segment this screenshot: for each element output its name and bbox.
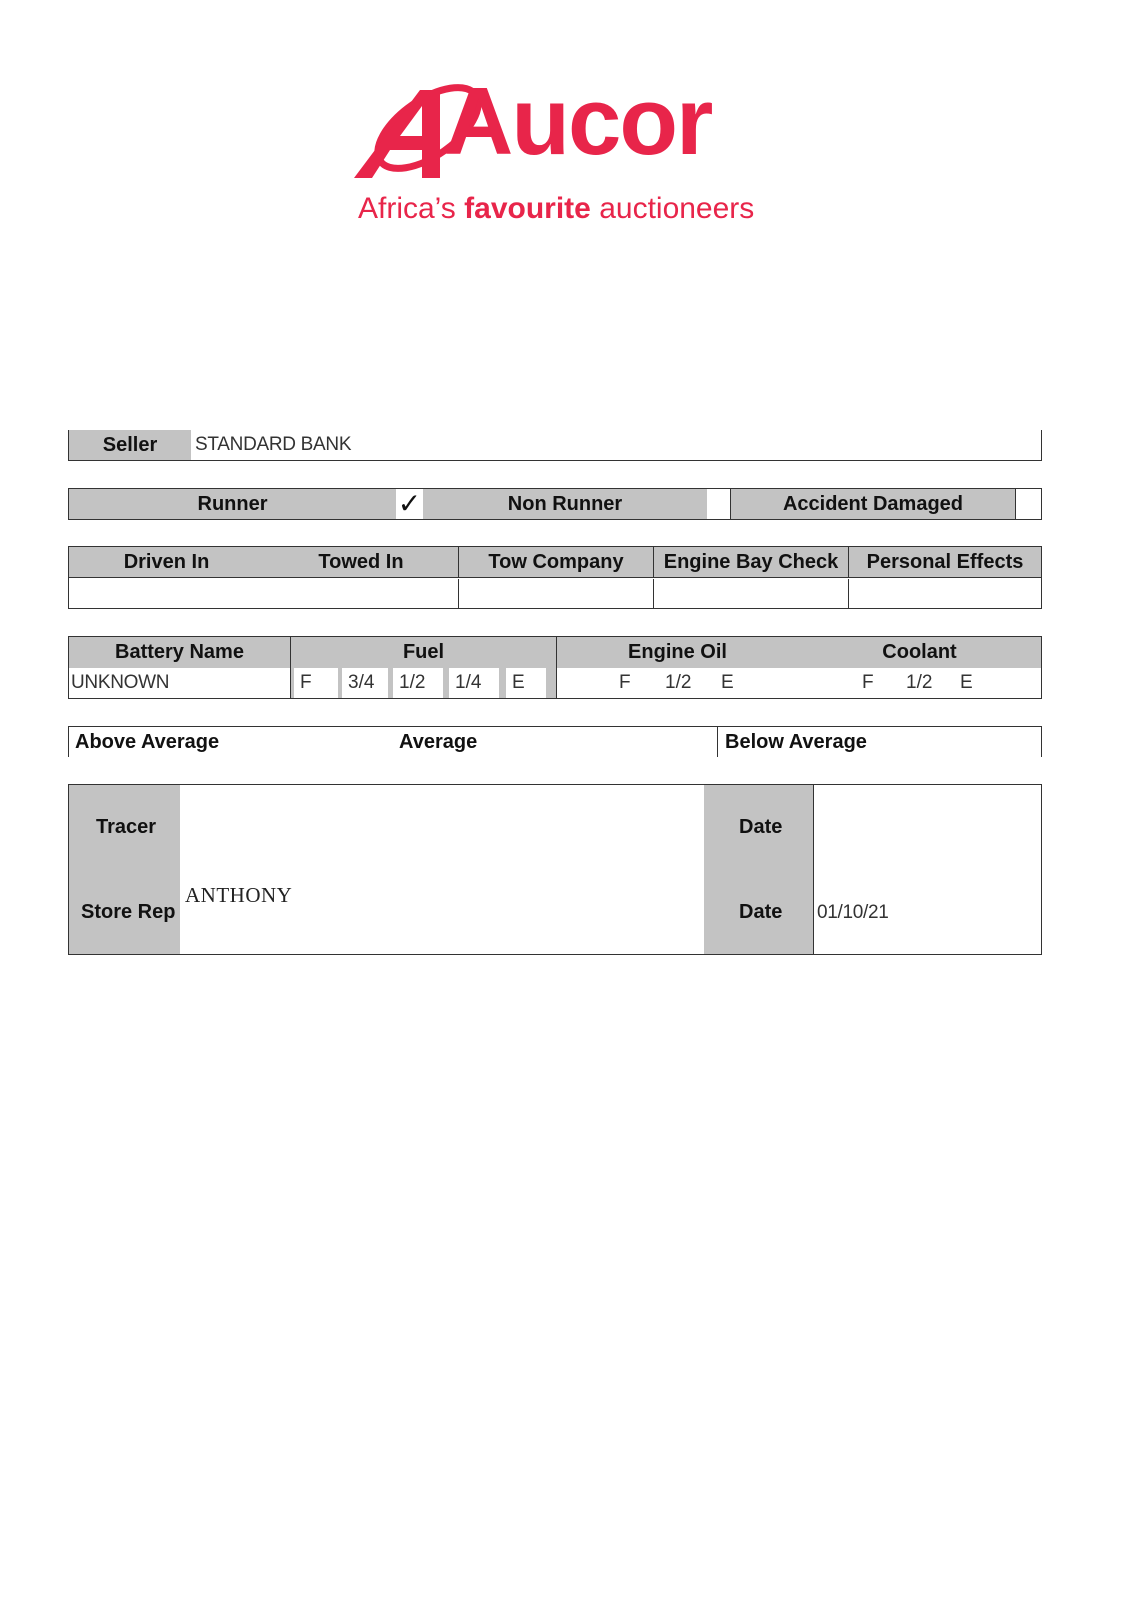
- engine-oil-label: Engine Oil: [556, 637, 798, 668]
- non-runner-checkbox[interactable]: [707, 489, 731, 519]
- personal-effects-label: Personal Effects: [848, 547, 1041, 578]
- store-rep-label: Store Rep: [81, 901, 176, 923]
- seller-value[interactable]: STANDARD BANK: [195, 434, 352, 455]
- fuel-option-f[interactable]: F: [294, 668, 338, 698]
- personal-effects-input[interactable]: [848, 579, 1041, 608]
- coolant-option-1-2[interactable]: 1/2: [900, 668, 948, 698]
- coolant-option-f[interactable]: F: [856, 668, 896, 698]
- battery-name-label: Battery Name: [115, 641, 244, 663]
- oil-option-1-2[interactable]: 1/2: [659, 668, 709, 698]
- date-input-1[interactable]: [815, 785, 1041, 869]
- store-rep-value[interactable]: ANTHONY: [185, 883, 293, 907]
- towed-in-label: Towed In: [318, 551, 404, 573]
- fuel-option-3-4[interactable]: 3/4: [342, 668, 388, 698]
- accident-damaged-checkbox[interactable]: [1015, 489, 1041, 519]
- tow-company-input[interactable]: [458, 579, 653, 608]
- runner-label: Runner: [69, 489, 396, 519]
- aucor-logo: [350, 70, 780, 240]
- tracer-input[interactable]: [180, 785, 704, 869]
- signoff-table: [68, 784, 1042, 955]
- coolant-option-e[interactable]: E: [954, 668, 1002, 698]
- condition-row: [68, 488, 1042, 520]
- arrival-table: [68, 546, 1042, 609]
- non-runner-label: Non Runner: [423, 489, 707, 519]
- levels-table: [68, 636, 1042, 699]
- rating-row: [68, 726, 1042, 757]
- seller-row: [68, 430, 1042, 461]
- engine-bay-check-label: Engine Bay Check: [653, 547, 848, 578]
- seller-label: Seller: [69, 430, 191, 460]
- signoff-label-column: [69, 785, 180, 954]
- tow-company-label: Tow Company: [458, 547, 653, 578]
- date-value-2[interactable]: 01/10/21: [817, 902, 889, 923]
- driven-in-label: Driven In: [123, 551, 210, 573]
- date-label-column: [704, 785, 814, 954]
- arrival-method-input[interactable]: [69, 579, 458, 608]
- rating-divider: [717, 727, 718, 757]
- date-label-2: Date: [739, 901, 783, 923]
- fuel-option-1-2[interactable]: 1/2: [393, 668, 443, 698]
- coolant-label: Coolant: [882, 641, 957, 663]
- fuel-option-e[interactable]: E: [506, 668, 546, 698]
- above-average-option[interactable]: Above Average: [75, 731, 220, 753]
- below-average-option[interactable]: Below Average: [725, 731, 867, 753]
- battery-name-value[interactable]: UNKNOWN: [71, 672, 170, 693]
- fuel-option-1-4[interactable]: 1/4: [449, 668, 499, 698]
- date-label-1: Date: [739, 816, 783, 838]
- fuel-options: [290, 668, 556, 698]
- accident-damaged-label: Accident Damaged: [731, 489, 1015, 519]
- engine-oil-options: [556, 668, 798, 698]
- logo-tagline: Africa’s favourite auctioneers: [358, 192, 755, 225]
- runner-checkbox[interactable]: ✓: [397, 487, 422, 520]
- coolant-options: [798, 668, 1041, 698]
- engine-bay-check-input[interactable]: [653, 579, 848, 608]
- logo-wordmark: Aucor: [444, 68, 712, 175]
- average-option[interactable]: Average: [399, 731, 478, 753]
- fuel-label: Fuel: [290, 637, 556, 668]
- oil-option-f[interactable]: F: [613, 668, 653, 698]
- oil-option-e[interactable]: E: [715, 668, 765, 698]
- tracer-label: Tracer: [96, 816, 157, 838]
